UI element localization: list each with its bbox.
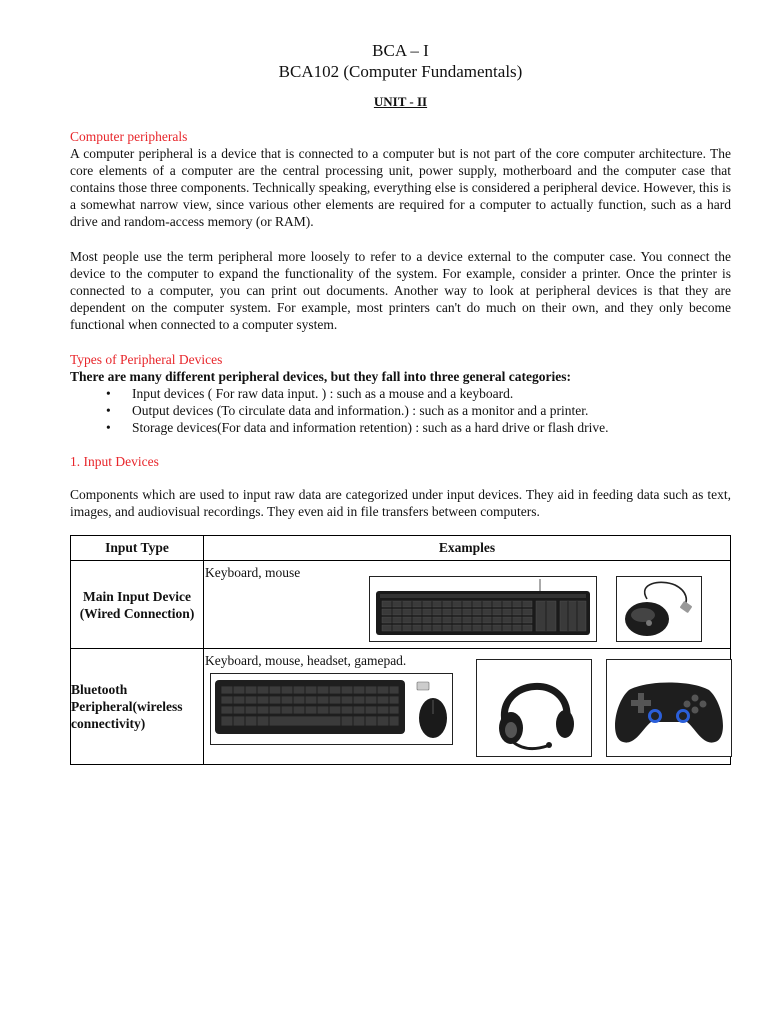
wireless-keyboard-mouse-image xyxy=(210,673,453,745)
gamepad-image xyxy=(606,659,732,757)
input-devices-table xyxy=(70,535,731,765)
header-examples: Examples xyxy=(204,536,731,561)
list-item: • Input devices ( For raw data input. ) : such as a mouse and a keyboard. xyxy=(106,386,514,401)
wired-mouse-image xyxy=(616,576,702,642)
types-list xyxy=(70,385,731,436)
bullet-icon: • xyxy=(106,403,111,418)
table-row xyxy=(71,649,731,765)
paragraph-input-devices: Components which are used to input raw data are categorized under input devices. They aid in feeding data such as text, images, and audiovisual recordings. They even aid in file transfers between computers. xyxy=(70,487,731,519)
document-page xyxy=(70,40,731,765)
table-header-row xyxy=(71,536,731,561)
row-wired-label: Main Input Device (Wired Connection) xyxy=(79,588,195,621)
header-input-type: Input Type xyxy=(71,536,204,561)
list-item: • Storage devices(For data and information retention) : such as a hard drive or flash drive. xyxy=(106,420,609,435)
wired-keyboard-image xyxy=(369,576,597,642)
bullet-icon: • xyxy=(106,420,111,435)
types-lead-text: There are many different peripheral devices, but they fall into three general categories: xyxy=(70,369,572,384)
row-bluetooth-examples: Keyboard, mouse, headset, gamepad. xyxy=(205,653,407,668)
unit-heading: UNIT - II xyxy=(373,94,428,109)
row-wired-examples: Keyboard, mouse xyxy=(205,565,301,580)
course-level: BCA – I xyxy=(372,41,429,60)
paragraph-peripheral-usage: Most people use the term peripheral more loosely to refer to a device external to the computer case. You connect the device to the computer to expand the functionality of the system. For example, consider a printer. Once the printer is connected to a computer, you can print out documents. Another way to look at peripheral devices is that they are dependent on the computer system. For example, most printers can't do much on their own, and they only become functional when connected to a computer system. xyxy=(70,249,731,332)
table-row xyxy=(71,561,731,649)
section-heading-input-devices: 1. Input Devices xyxy=(70,454,159,469)
row-bluetooth-label: Bluetooth Peripheral(wireless connectivity) xyxy=(71,682,183,731)
paragraph-peripheral-definition: A computer peripheral is a device that is connected to a computer but is not part of the core computer architecture. The core elements of a computer are the central processing unit, power supply, motherboard and the computer case that contains those three components. Technically speaking, everything else is considered a peripheral device. However, this is a somewhat narrow view, since various other elements are required for a computer to actually function, such as a hard drive and random-access memory (or RAM). xyxy=(70,146,731,229)
headset-image xyxy=(476,659,592,757)
section-heading-types: Types of Peripheral Devices xyxy=(70,352,223,367)
bullet-icon: • xyxy=(106,386,111,401)
section-heading-peripherals: Computer peripherals xyxy=(70,129,188,144)
course-title: BCA102 (Computer Fundamentals) xyxy=(278,62,523,81)
list-item: • Output devices (To circulate data and information.) : such as a monitor and a printer. xyxy=(106,403,589,418)
